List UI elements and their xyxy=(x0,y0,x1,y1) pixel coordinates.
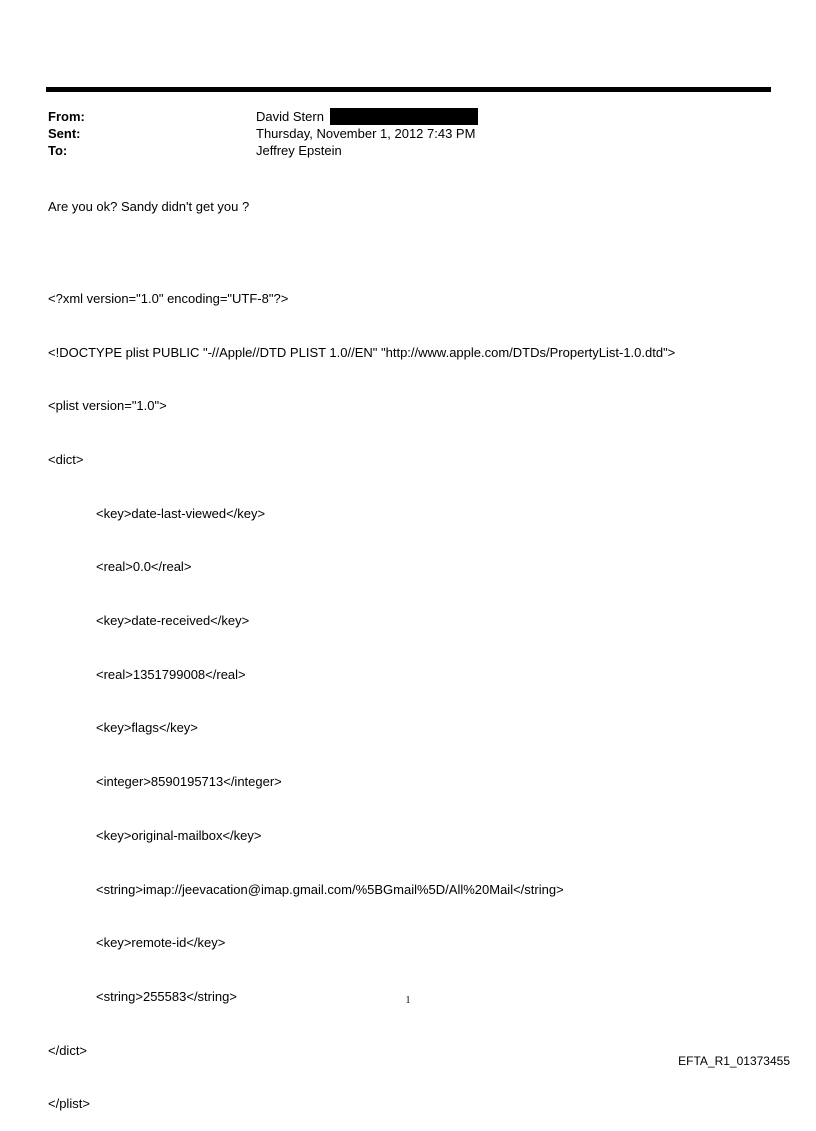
from-value: David Stern xyxy=(256,109,324,124)
to-label: To: xyxy=(48,143,68,158)
plist-line: <key>remote-id</key> xyxy=(96,935,226,951)
plist-line: <key>original-mailbox</key> xyxy=(96,827,262,843)
plist-line: <key>date-received</key> xyxy=(96,613,250,629)
plist-line: </dict> xyxy=(48,1042,88,1058)
plist-line: <dict> xyxy=(48,451,84,467)
document-id: EFTA_R1_01373455 xyxy=(678,1054,790,1068)
redaction-block xyxy=(330,108,478,125)
plist-line: <string>255583</string> xyxy=(96,988,237,1004)
header-rule xyxy=(46,87,771,92)
from-row xyxy=(48,108,478,125)
plist-line: <plist version="1.0"> xyxy=(48,398,167,414)
to-row xyxy=(48,142,478,159)
plist-line: </plist> xyxy=(48,1096,90,1112)
plist-line: <key>flags</key> xyxy=(96,720,198,736)
page-number: 1 xyxy=(405,995,411,1006)
to-value: Jeffrey Epstein xyxy=(256,143,342,158)
plist-line: <real>0.0</real> xyxy=(96,559,192,575)
from-value-wrap xyxy=(256,108,478,125)
sent-label: Sent: xyxy=(48,126,81,141)
sent-value: Thursday, November 1, 2012 7:43 PM xyxy=(256,126,476,141)
plist-line: <integer>8590195713</integer> xyxy=(96,774,282,790)
sent-row xyxy=(48,125,478,142)
message-body: Are you ok? Sandy didn't get you ? xyxy=(48,199,250,214)
plist-line: <string>imap://jeevacation@imap.gmail.com/%5BGmail%5D/All%20Mail</string> xyxy=(96,881,564,897)
email-header xyxy=(48,108,478,159)
from-label: From: xyxy=(48,109,85,124)
plist-line: <?xml version="1.0" encoding="UTF-8"?> xyxy=(48,290,289,306)
plist-line: <!DOCTYPE plist PUBLIC "-//Apple//DTD PLIST 1.0//EN" "http://www.apple.com/DTDs/PropertyList-1.0.dtd"> xyxy=(48,344,676,360)
plist-line: <real>1351799008</real> xyxy=(96,666,246,682)
plist-line: <key>date-last-viewed</key> xyxy=(96,505,266,521)
